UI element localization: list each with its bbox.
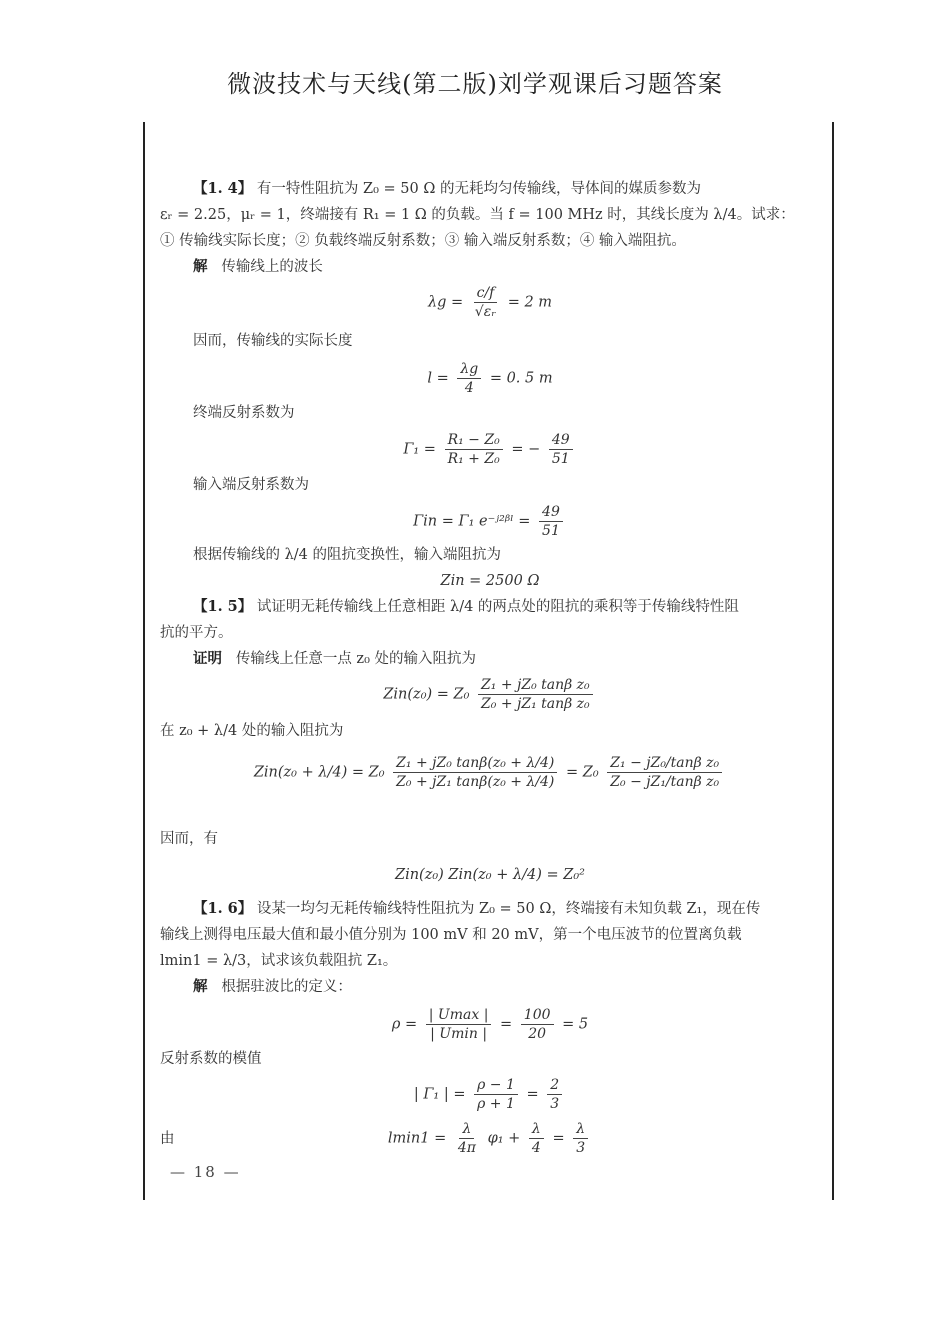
proof-text: 传输线上任意一点 z₀ 处的输入阻抗为 — [235, 651, 476, 667]
problem-statement: 有一特性阻抗为 Z₀ = 50 Ω 的无耗均匀传输线，导体间的媒质参数为 — [256, 181, 701, 197]
problem-1-6-line-1 — [193, 896, 853, 922]
solution-intro — [193, 254, 853, 280]
denominator: 4 — [531, 1140, 541, 1156]
text-gammain: 输入端反射系数为 — [193, 477, 309, 493]
eq-mid: = — [500, 1016, 513, 1033]
fraction — [547, 1076, 562, 1113]
problem-tag: 【1. 5】 — [193, 598, 253, 615]
solution-label: 解 — [193, 978, 208, 995]
solution-text: 根据驻波比的定义： — [221, 979, 352, 995]
numerator: 100 — [521, 1006, 554, 1025]
eq-lhs: ρ = — [391, 1016, 418, 1033]
eq-rhs: = 2 m — [507, 294, 553, 311]
fraction — [549, 431, 573, 468]
numerator: ρ − 1 — [474, 1076, 518, 1095]
problem-tag: 【1. 4】 — [193, 180, 253, 197]
text-by: 由 — [160, 1131, 175, 1147]
denominator: 4 — [464, 380, 474, 396]
fraction — [573, 1120, 588, 1157]
fraction — [529, 1120, 544, 1157]
equation-product: Zin(z₀) Zin(z₀ + λ/4) = Z₀² — [395, 867, 585, 883]
denominator: 3 — [576, 1140, 586, 1156]
denominator: ρ + 1 — [477, 1096, 515, 1112]
numerator: λ — [573, 1120, 588, 1139]
fraction — [539, 503, 563, 540]
solution-label: 解 — [193, 258, 208, 275]
denominator: 51 — [551, 451, 570, 467]
fraction — [472, 284, 499, 321]
denominator: R₁ + Z₀ — [447, 451, 500, 467]
eq-mid: φ₁ + — [487, 1130, 521, 1147]
equation-wavelength — [160, 284, 820, 321]
fraction — [445, 431, 503, 468]
solution-text: 传输线上的波长 — [221, 259, 323, 275]
numerator: λ — [459, 1120, 474, 1139]
problem-1-5-line-1 — [193, 594, 853, 620]
fraction — [455, 1120, 479, 1157]
problem-1-6-line-2: 输线上测得电压最大值和最小值分别为 100 mV 和 20 mV，第一个电压波节的位置离负载 — [160, 927, 742, 943]
numerator: 49 — [539, 503, 563, 522]
numerator: 49 — [549, 431, 573, 450]
text-at: 在 z₀ + λ/4 处的输入阻抗为 — [160, 723, 344, 739]
denominator: | Umin | — [430, 1026, 488, 1042]
eq-lhs: | Γ₁ | = — [413, 1086, 466, 1103]
numerator: Z₁ + jZ₀ tanβ(z₀ + λ/4) — [393, 754, 557, 773]
fraction — [607, 754, 722, 791]
equation-zin-z0 — [160, 676, 820, 713]
equation-rho — [160, 1006, 820, 1043]
problem-tag: 【1. 6】 — [193, 900, 253, 917]
equation-lmin — [160, 1120, 820, 1157]
numerator: | Umax | — [426, 1006, 492, 1025]
solution-intro — [193, 974, 853, 1000]
eq-rhs: = 5 — [562, 1016, 589, 1033]
denominator: Z₀ − jZ₁/tanβ z₀ — [610, 774, 720, 790]
eq-lhs: Zin(z₀ + λ/4) = Z₀ — [253, 764, 385, 781]
numerator: c/f — [474, 284, 498, 303]
problem-1-4-line-3: ① 传输线实际长度；② 负载终端反射系数；③ 输入端反射系数；④ 输入端阻抗。 — [160, 233, 686, 249]
left-border-line — [143, 122, 145, 1200]
fraction — [478, 676, 593, 713]
document-title: 微波技术与天线(第二版)刘学观课后习题答案 — [227, 70, 723, 98]
equation-mod — [160, 1076, 820, 1113]
numerator: λ — [529, 1120, 544, 1139]
denominator: Z₀ + jZ₁ tanβ(z₀ + λ/4) — [396, 774, 555, 790]
denominator: Z₀ + jZ₁ tanβ z₀ — [481, 696, 590, 712]
eq-lhs: λg = — [427, 294, 464, 311]
eq-lhs: Γin = Γ₁ e⁻ʲ²ᵝˡ = — [413, 513, 531, 530]
text-mod: 反射系数的模值 — [160, 1051, 262, 1067]
equation-length — [160, 360, 820, 397]
text-thus: 因而，有 — [160, 831, 218, 847]
eq-mid: = — [526, 1086, 539, 1103]
equation-gamma1 — [160, 431, 820, 468]
page-number: — 18 — — [170, 1163, 241, 1181]
denominator: 20 — [528, 1026, 547, 1042]
problem-statement: 试证明无耗传输线上任意相距 λ/4 的两点处的阻抗的乘积等于传输线特性阻 — [256, 599, 739, 615]
eq-lhs: Zin(z₀) = Z₀ — [383, 686, 470, 703]
problem-1-4-line-1 — [193, 176, 853, 202]
problem-1-4-line-2: εᵣ = 2.25，μᵣ = 1，终端接有 R₁ = 1 Ω 的负载。当 f = 100 MHz 时，其线长度为 λ/4。试求： — [160, 207, 795, 223]
denominator: √εᵣ — [474, 304, 497, 320]
eq-lhs: lmin1 = — [387, 1130, 447, 1147]
proof-label: 证明 — [193, 650, 222, 667]
problem-statement: 设某一均匀无耗传输线特性阻抗为 Z₀ = 50 Ω，终端接有未知负载 Z₁，现在传 — [256, 901, 761, 917]
text-zin: 根据传输线的 λ/4 的阻抗变换性，输入端阻抗为 — [193, 547, 502, 563]
numerator: R₁ − Z₀ — [445, 431, 503, 450]
text-length: 因而，传输线的实际长度 — [193, 333, 353, 349]
fraction — [426, 1006, 492, 1043]
numerator: λg — [457, 360, 481, 379]
eq-mid: = — [552, 1130, 565, 1147]
eq-mid: = − — [511, 441, 541, 458]
equation-gammain — [160, 503, 820, 540]
eq-lhs: Γ₁ = — [403, 441, 436, 458]
denominator: 51 — [542, 523, 560, 539]
denominator: 4π — [457, 1140, 476, 1156]
numerator: 2 — [547, 1076, 562, 1095]
eq-rhs: = 0. 5 m — [489, 370, 553, 387]
equation-zin-quarter — [160, 754, 820, 791]
fraction — [393, 754, 557, 791]
eq-mid: = Z₀ — [566, 764, 599, 781]
equation-zin: Zin = 2500 Ω — [440, 573, 540, 589]
fraction — [474, 1076, 518, 1113]
fraction — [521, 1006, 554, 1043]
eq-lhs: l = — [427, 370, 449, 387]
text-gamma1: 终端反射系数为 — [193, 405, 295, 421]
problem-1-5-line-2: 抗的平方。 — [160, 625, 233, 641]
fraction — [457, 360, 481, 397]
problem-1-6-line-3: lmin1 = λ/3，试求该负载阻抗 Z₁。 — [160, 953, 398, 969]
numerator: Z₁ − jZ₀/tanβ z₀ — [607, 754, 722, 773]
proof-intro — [193, 646, 853, 672]
denominator: 3 — [550, 1096, 560, 1112]
numerator: Z₁ + jZ₀ tanβ z₀ — [478, 676, 593, 695]
